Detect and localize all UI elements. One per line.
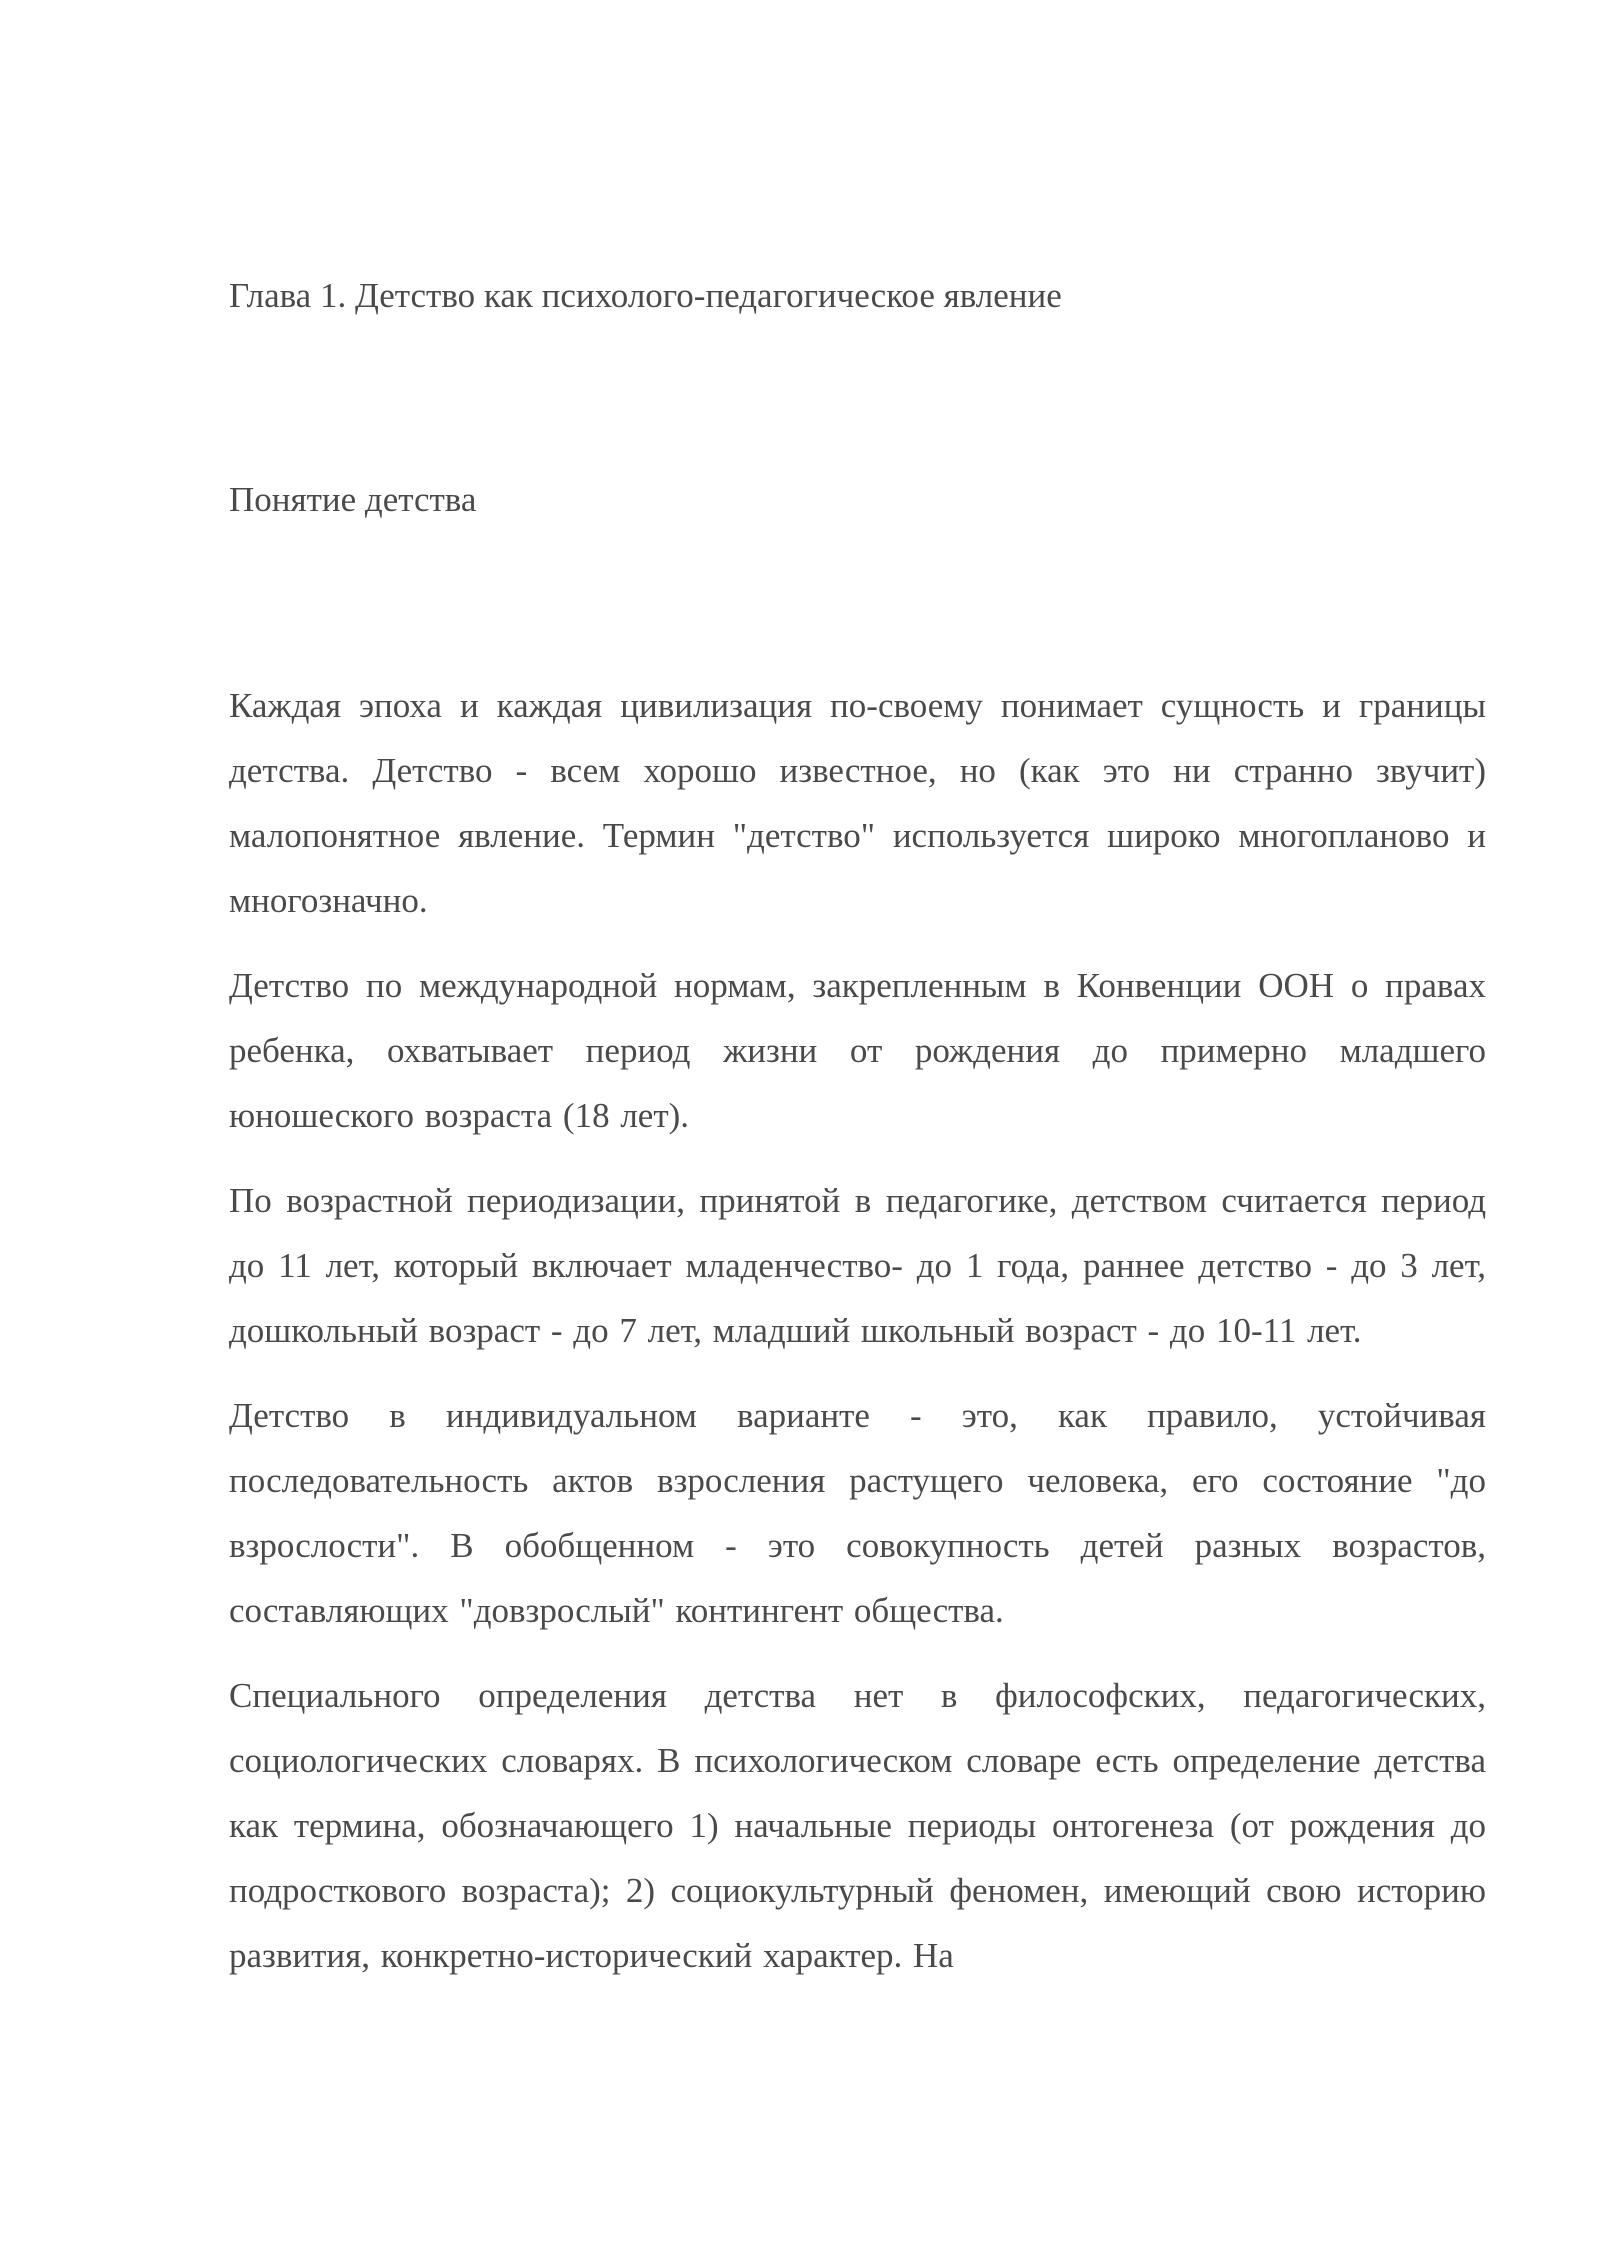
paragraph-3: По возрастной периодизации, принятой в педагогике, детством считается период до 11 лет, который включает младенчество- до 1 года, раннее детство - до 3 лет, дошкольный возраст - до 7 лет, младший школьный возраст - до 10-11 лет. — [229, 1181, 1486, 1350]
paragraph-1: Каждая эпоха и каждая цивилизация по-своему понимает сущность и границы детства. Детство - всем хорошо известное, но (как это ни странно звучит) малопонятное явление. Термин "детство" используется широко многопланово и многозначно. — [229, 686, 1486, 920]
body-text — [229, 673, 1486, 2008]
section-title: Понятие детства — [229, 480, 477, 519]
paragraph-5: Специального определения детства нет в философских, педагогических, социологических словарях. В психологическом словаре есть определение детства как термина, обозначающего 1) начальные периоды онтогенеза (от рождения до подросткового возраста); 2) социокультурный феномен, имеющий свою историю развития, конкретно-исторический характер. На — [229, 1676, 1486, 1975]
paragraph-2: Детство по международной нормам, закрепленным в Конвенции ООН о правах ребенка, охватывает период жизни от рождения до примерно младшего юношеского возраста (18 лет). — [229, 966, 1486, 1135]
paragraph-4: Детство в индивидуальном варианте - это, как правило, устойчивая последовательность актов взросления растущего человека, его состояние "до взрослости". В обобщенном - это совокупность детей разных возрастов, составляющих "довзрослый" контингент общества. — [229, 1396, 1486, 1630]
chapter-title: Глава 1. Детство как психолого-педагогическое явление — [229, 276, 1062, 315]
